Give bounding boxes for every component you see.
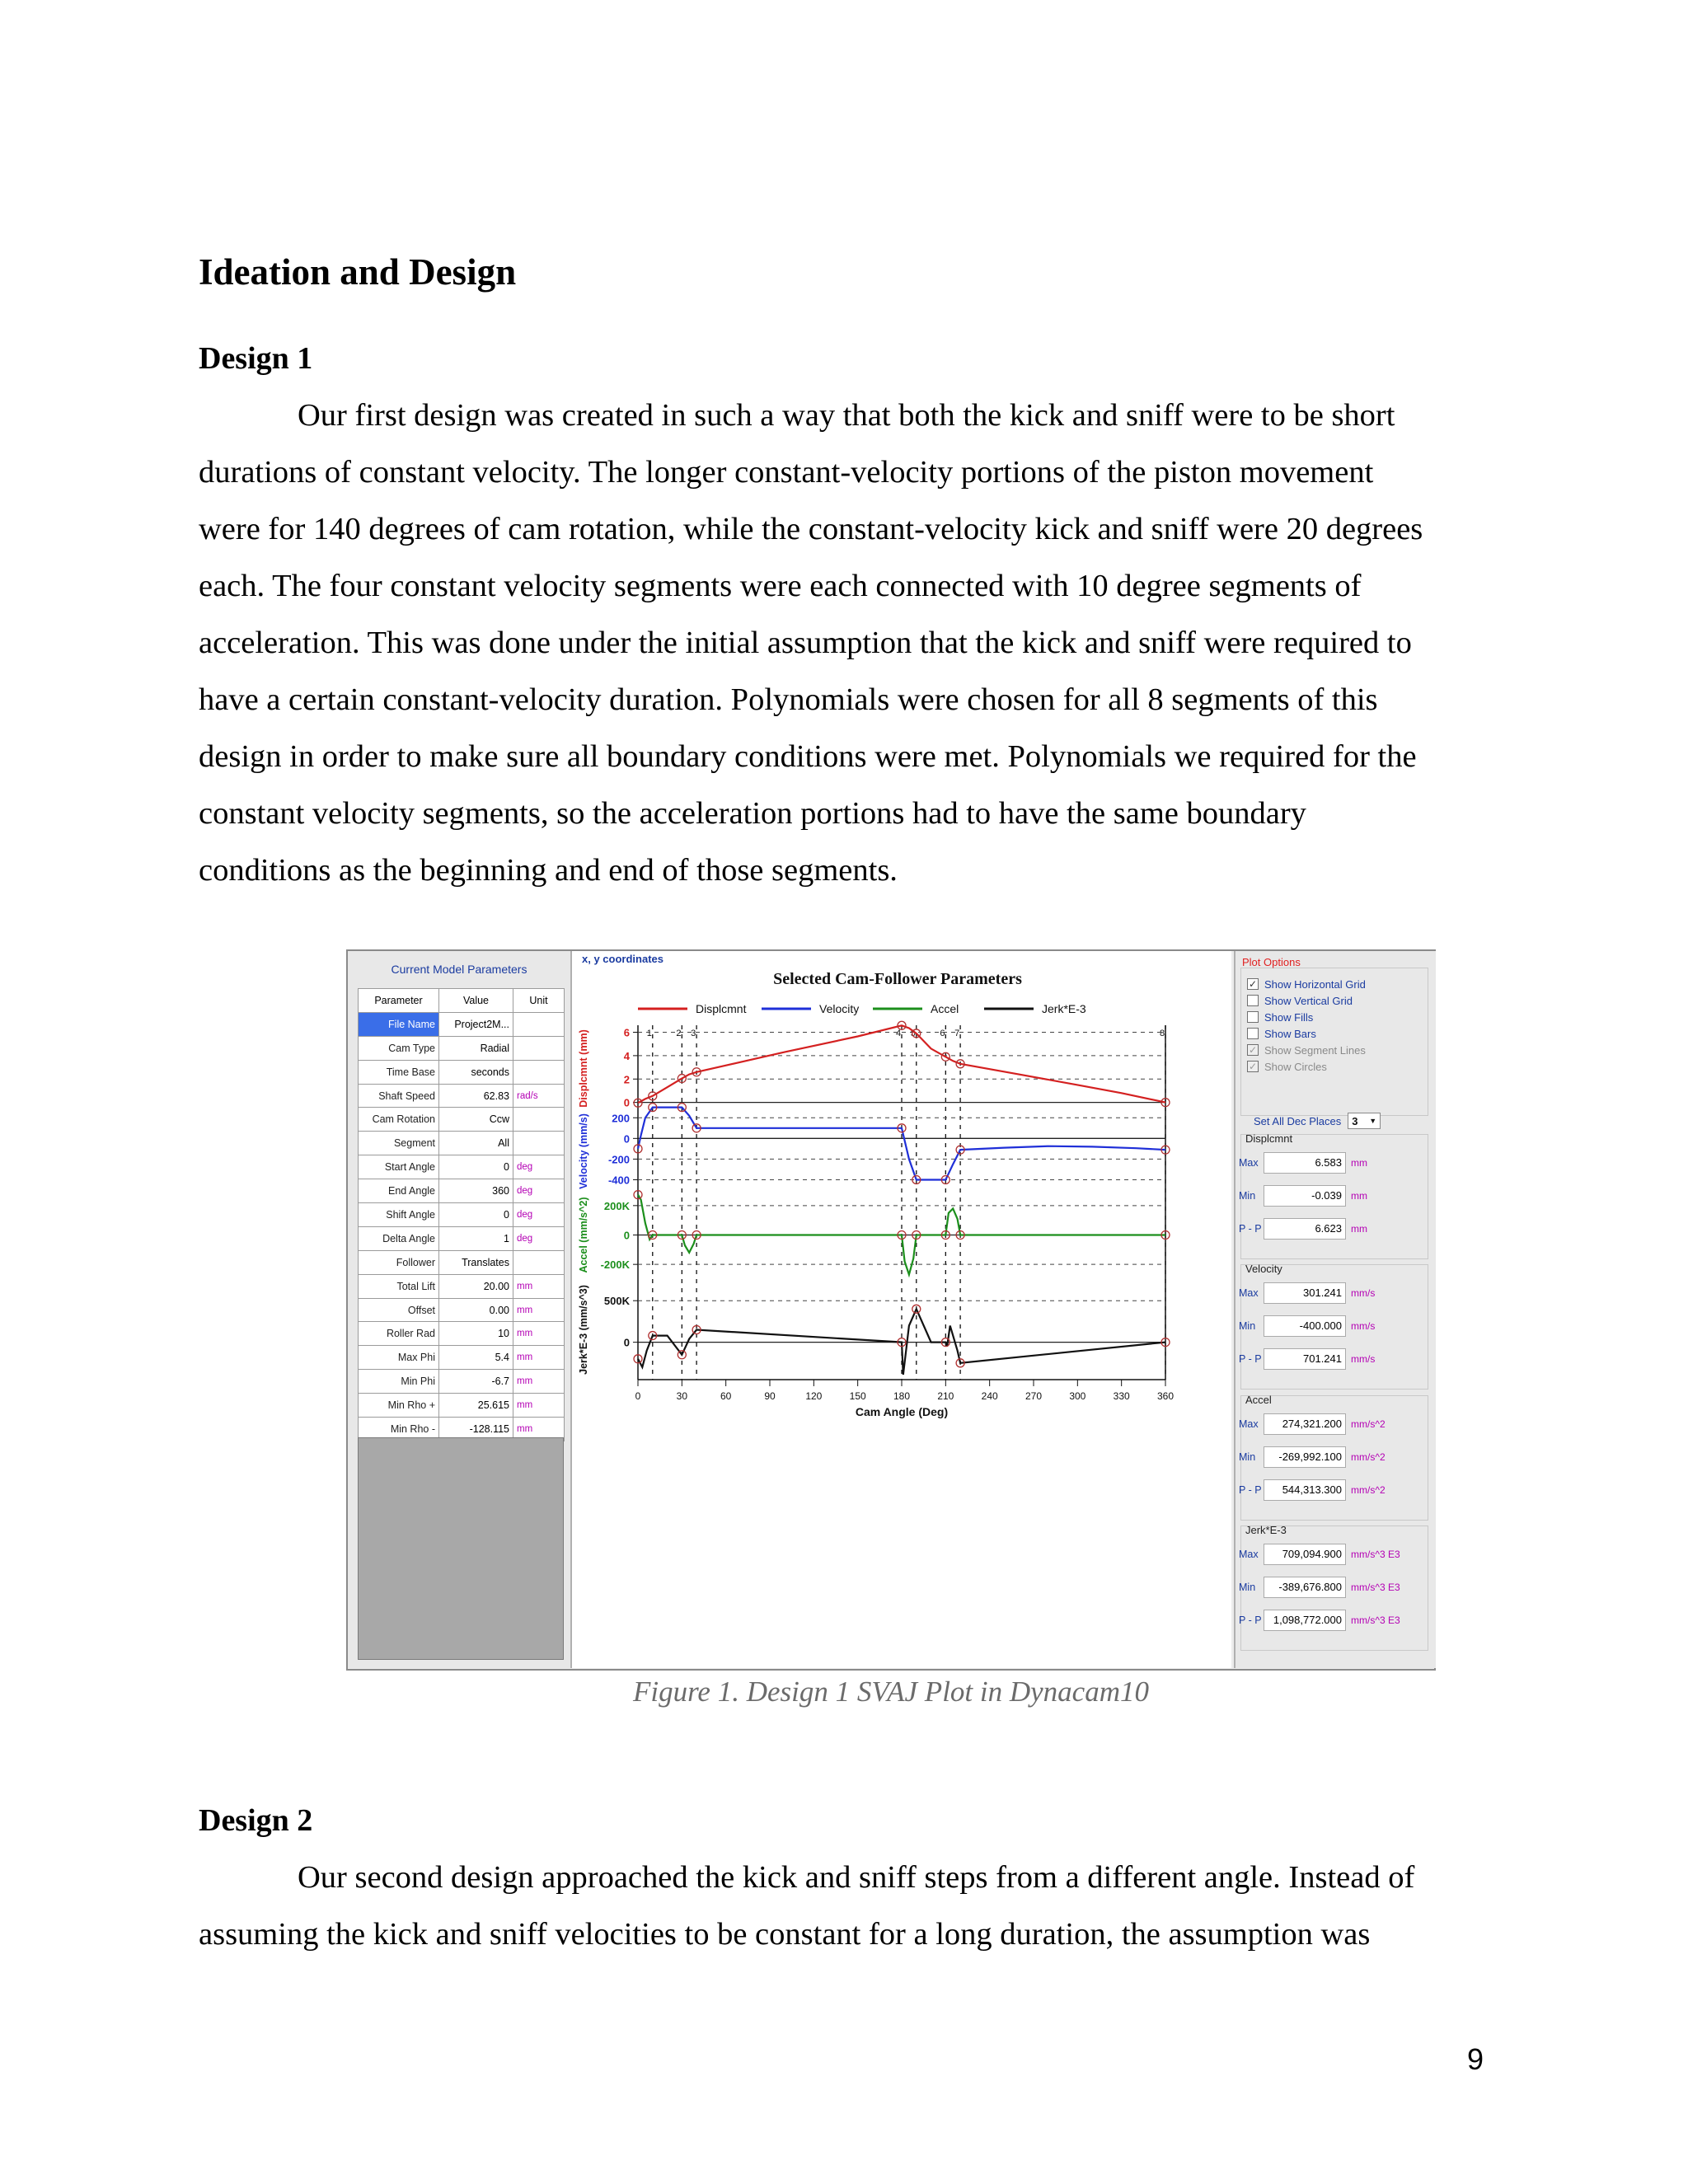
paragraph-line: have a certain constant-velocity duration. Polynomials were chosen for all 8 segments of this [199,682,1378,717]
stat-row-pp [1239,1610,1400,1631]
stat-unit: mm/s^3 E3 [1351,1582,1400,1593]
plot-option-label: Show Bars [1264,1027,1316,1040]
plot-option[interactable] [1247,1042,1366,1058]
y-tick-label: 0 [623,1132,630,1146]
paragraph-line: Our first design was created in such a way that both the kick and sniff were to be short [298,398,1395,433]
stat-value-field[interactable]: -269,992.100 [1264,1446,1346,1468]
y-tick-label: 500K [603,1295,630,1308]
stat-key: Max [1239,1549,1259,1560]
y-axis-label: Velocity (mm/s) [578,1113,589,1189]
design1-title: Design 1 [199,341,313,376]
stat-group-label: Accel [1245,1394,1272,1406]
stat-value-field[interactable]: 1,098,772.000 [1264,1610,1346,1631]
paragraph-line: durations of constant velocity. The longer constant-velocity portions of the piston movement [199,455,1374,490]
paragraph-line: acceleration. This was done under the initial assumption that the kick and sniff were required to [199,626,1412,660]
parameter-unit [513,1060,565,1084]
parameter-name: Min Rho - [359,1418,439,1441]
dec-places-value: 3 [1352,1114,1358,1127]
y-tick-label: -200 [607,1153,630,1166]
page-number: 9 [1467,2042,1484,2076]
x-tick-label: 60 [720,1390,732,1402]
stat-key: Min [1239,1451,1256,1463]
parameter-name: Roller Rad [359,1322,439,1346]
stat-unit: mm [1351,1190,1367,1202]
section-title: Ideation and Design [199,251,517,293]
parameter-name: Shift Angle [359,1203,439,1227]
x-tick-label: 360 [1156,1390,1175,1402]
stat-key: Min [1239,1320,1256,1332]
design1-paragraph [199,387,1497,899]
parameter-row[interactable] [359,1394,565,1418]
parameter-row[interactable] [359,1155,565,1179]
stat-key: P - P [1239,1223,1262,1235]
x-tick-label: 30 [676,1390,688,1402]
stat-value-field[interactable]: 6.623 [1264,1218,1346,1240]
parameters-empty-area [358,1437,564,1660]
x-tick-label: 90 [764,1390,776,1402]
stat-row-max [1239,1152,1367,1174]
segment-label: 2 [676,1029,682,1038]
stat-key: Max [1239,1157,1259,1169]
parameter-unit: mm [513,1322,565,1346]
parameter-name: Cam Type [359,1036,439,1060]
parameter-unit: deg [513,1226,565,1250]
stat-row-pp [1239,1479,1386,1501]
parameter-row[interactable] [359,1132,565,1155]
y-axis-label: Accel (mm/s^2) [578,1197,589,1273]
stat-row-pp [1239,1218,1367,1240]
plot-option[interactable] [1247,992,1353,1009]
x-tick-label: 210 [937,1390,954,1402]
parameter-value: 0 [439,1203,513,1227]
parameter-unit: mm [513,1370,565,1394]
parameter-row[interactable] [359,1084,565,1108]
plot-option[interactable] [1247,1025,1316,1042]
checkbox[interactable]: ✓ [1248,978,1258,990]
plot-option-label: Show Circles [1264,1060,1327,1073]
x-tick-label: 150 [849,1390,866,1402]
plot-options-panel [1234,951,1436,1668]
checkbox[interactable] [1247,1028,1259,1039]
stat-group-label: Velocity [1245,1263,1282,1275]
parameter-value: 20.00 [439,1274,513,1298]
stat-value-field[interactable]: 701.241 [1264,1348,1346,1370]
parameter-unit: mm [513,1346,565,1370]
parameter-row[interactable] [359,1370,565,1394]
parameter-unit: mm [513,1274,565,1298]
parameter-unit [513,1132,565,1155]
segment-label: 5 [910,1029,916,1038]
stat-key: P - P [1239,1484,1262,1496]
design2-paragraph [199,1849,1497,1963]
parameter-value: 360 [439,1179,513,1203]
y-axis-label: Jerk*E-3 (mm/s^3) [578,1285,589,1375]
x-axis-label: Cam Angle (Deg) [855,1405,949,1418]
plot-option[interactable] [1247,1058,1327,1075]
design2-title: Design 2 [199,1803,313,1838]
parameter-name: Min Phi [359,1370,439,1394]
parameter-row[interactable] [359,1250,565,1274]
svaj-chart [572,951,1231,1668]
stat-value-field[interactable]: -0.039 [1264,1185,1346,1207]
parameter-unit: mm [513,1418,565,1441]
stat-key: Min [1239,1190,1256,1202]
x-tick-label: 330 [1113,1390,1130,1402]
parameter-row[interactable] [359,1012,565,1036]
stat-value-field[interactable]: 709,094.900 [1264,1544,1346,1565]
parameter-value: All [439,1132,513,1155]
legend-label: Accel [931,1002,959,1015]
paragraph-line: each. The four constant velocity segments were each connected with 10 degree segments of [199,569,1362,603]
stat-row-max [1239,1544,1400,1565]
parameter-value: 25.615 [439,1394,513,1418]
x-tick-label: 180 [893,1390,911,1402]
x-tick-label: 0 [635,1390,641,1402]
parameter-unit [513,1250,565,1274]
chevron-down-icon: ▼ [1369,1117,1377,1125]
parameter-unit: mm [513,1394,565,1418]
dec-places-select[interactable] [1348,1113,1381,1129]
stat-unit: mm/s^3 E3 [1351,1549,1400,1560]
stat-key: P - P [1239,1615,1262,1626]
stat-value-field[interactable]: 544,313.300 [1264,1479,1346,1501]
stat-row-max [1239,1282,1375,1304]
parameter-name: Cam Rotation [359,1108,439,1132]
y-tick-label: 200K [603,1199,630,1212]
parameter-row[interactable] [359,1036,565,1060]
parameter-row[interactable] [359,1179,565,1203]
segment-label: 3 [691,1029,696,1038]
figure-caption: Figure 1. Design 1 SVAJ Plot in Dynacam10 [633,1675,1149,1708]
paragraph-line: constant velocity segments, so the acceleration portions had to have the same boundary [199,796,1306,831]
parameter-unit: rad/s [513,1084,565,1108]
x-tick-label: 270 [1025,1390,1043,1402]
parameter-name: Shaft Speed [359,1084,439,1108]
stat-row-min [1239,1315,1375,1337]
parameter-row[interactable] [359,1298,565,1322]
stat-group-label: Jerk*E-3 [1245,1524,1287,1536]
parameter-name: Offset [359,1298,439,1322]
parameter-name: Max Phi [359,1346,439,1370]
paragraph-line: Our second design approached the kick and sniff steps from a different angle. Instead of [298,1860,1415,1895]
y-tick-label: 0 [623,1096,630,1109]
parameter-value: 10 [439,1322,513,1346]
model-parameters-panel [348,951,572,1668]
stat-unit: mm/s [1351,1287,1376,1299]
stat-unit: mm/s^3 E3 [1351,1615,1400,1626]
stat-unit: mm/s [1351,1320,1376,1332]
legend-label: Jerk*E-3 [1042,1002,1086,1015]
parameter-value: 0 [439,1155,513,1179]
plot-option[interactable] [1247,1009,1313,1025]
parameters-table [358,988,565,1441]
parameter-unit [513,1036,565,1060]
parameter-name: Follower [359,1250,439,1274]
stat-key: P - P [1239,1353,1262,1365]
parameter-row[interactable] [359,1203,565,1227]
stat-row-max [1239,1413,1386,1435]
legend-label: Velocity [819,1002,860,1015]
plot-option-label: Show Segment Lines [1264,1043,1366,1057]
segment-label: 4 [896,1029,902,1038]
segment-label: 7 [954,1029,960,1038]
parameter-row[interactable] [359,1322,565,1346]
column-header-parameter: Parameter [359,989,439,1013]
corner-label: x, y coordinates [582,953,663,965]
parameter-unit [513,1012,565,1036]
parameter-name: Start Angle [359,1155,439,1179]
chart-title: Selected Cam-Follower Parameters [773,970,1022,988]
parameter-name: Total Lift [359,1274,439,1298]
paragraph-line: conditions as the beginning and end of those segments. [199,853,898,888]
parameter-value: seconds [439,1060,513,1084]
parameter-unit: deg [513,1155,565,1179]
stat-group-label: Displcmnt [1245,1132,1293,1145]
plot-option[interactable] [1247,976,1366,992]
parameter-row[interactable] [359,1108,565,1132]
parameter-value: Translates [439,1250,513,1274]
parameter-value: 1 [439,1226,513,1250]
stat-key: Max [1239,1287,1259,1299]
checkbox[interactable] [1247,1011,1259,1023]
parameter-name: Delta Angle [359,1226,439,1250]
plot-options-label: Plot Options [1242,956,1301,968]
y-tick-label: -200K [600,1258,630,1272]
plot-option-label: Show Vertical Grid [1264,994,1353,1007]
stat-unit: mm/s^2 [1351,1484,1386,1496]
stat-value-field[interactable]: 274,321.200 [1264,1413,1346,1435]
parameter-unit: deg [513,1179,565,1203]
plot-option-label: Show Fills [1264,1010,1314,1024]
parameter-unit: deg [513,1203,565,1227]
column-header-unit: Unit [513,989,565,1013]
parameter-row[interactable] [359,1226,565,1250]
stat-key: Min [1239,1582,1256,1593]
parameter-name: End Angle [359,1179,439,1203]
parameter-name: File Name [359,1012,439,1036]
parameter-value: 0.00 [439,1298,513,1322]
checkbox[interactable]: ✓ [1248,1044,1258,1056]
stat-unit: mm [1351,1157,1367,1169]
plot-option-label: Show Horizontal Grid [1264,977,1366,991]
stat-row-min [1239,1185,1367,1207]
parameter-value: 5.4 [439,1346,513,1370]
y-tick-label: 0 [623,1336,630,1349]
paragraph-line: assuming the kick and sniff velocities to be constant for a long duration, the assumption was [199,1917,1371,1952]
parameter-value: Radial [439,1036,513,1060]
stat-row-pp [1239,1348,1375,1370]
parameter-value: 62.83 [439,1084,513,1108]
parameter-unit: mm [513,1298,565,1322]
parameter-value: -6.7 [439,1370,513,1394]
y-tick-label: 2 [623,1073,630,1086]
stat-unit: mm/s [1351,1353,1376,1365]
stat-unit: mm/s^2 [1351,1451,1386,1463]
dec-places-control [1254,1113,1381,1129]
parameters-panel-title: Current Model Parameters [391,963,528,976]
checkbox[interactable]: ✓ [1248,1061,1258,1072]
dynacam-screenshot [346,949,1436,1671]
x-tick-label: 240 [981,1390,998,1402]
paragraph-line: were for 140 degrees of cam rotation, while the constant-velocity kick and sniff were 20 degrees [199,512,1423,546]
parameter-value: Ccw [439,1108,513,1132]
parameter-name: Time Base [359,1060,439,1084]
paragraph-line: design in order to make sure all boundary conditions were met. Polynomials we required for the [199,739,1417,774]
stat-unit: mm/s^2 [1351,1418,1386,1430]
y-tick-label: 200 [612,1112,630,1125]
y-tick-label: 6 [623,1026,630,1039]
segment-label: 1 [646,1029,652,1038]
segment-label: 8 [1160,1029,1165,1038]
parameter-unit [513,1108,565,1132]
parameter-row[interactable] [359,1274,565,1298]
x-tick-label: 300 [1069,1390,1086,1402]
y-tick-label: 4 [623,1049,630,1062]
legend-label: Displcmnt [696,1002,747,1015]
stat-value-field[interactable]: 6.583 [1264,1152,1346,1174]
y-axis-label: Displcmnt (mm) [578,1029,589,1108]
stat-value-field[interactable]: -389,676.800 [1264,1577,1346,1598]
parameter-name: Segment [359,1132,439,1155]
stat-value-field[interactable]: -400.000 [1264,1315,1346,1337]
dec-places-label: Set All Dec Places [1254,1114,1342,1127]
x-tick-label: 120 [805,1390,823,1402]
stat-row-min [1239,1446,1386,1468]
checkbox[interactable] [1247,995,1259,1006]
y-tick-label: -400 [607,1174,630,1187]
stat-row-min [1239,1577,1400,1598]
svaj-plot[interactable] [572,951,1231,1668]
parameter-row[interactable] [359,1060,565,1084]
parameter-value: Project2M... [439,1012,513,1036]
stat-value-field[interactable]: 301.241 [1264,1282,1346,1304]
parameter-name: Min Rho + [359,1394,439,1418]
y-tick-label: 0 [623,1229,630,1242]
stat-key: Max [1239,1418,1259,1430]
column-header-value: Value [439,989,513,1013]
segment-label: 6 [940,1029,945,1038]
parameter-row[interactable] [359,1346,565,1370]
parameter-value: -128.115 [439,1418,513,1441]
stat-unit: mm [1351,1223,1367,1235]
